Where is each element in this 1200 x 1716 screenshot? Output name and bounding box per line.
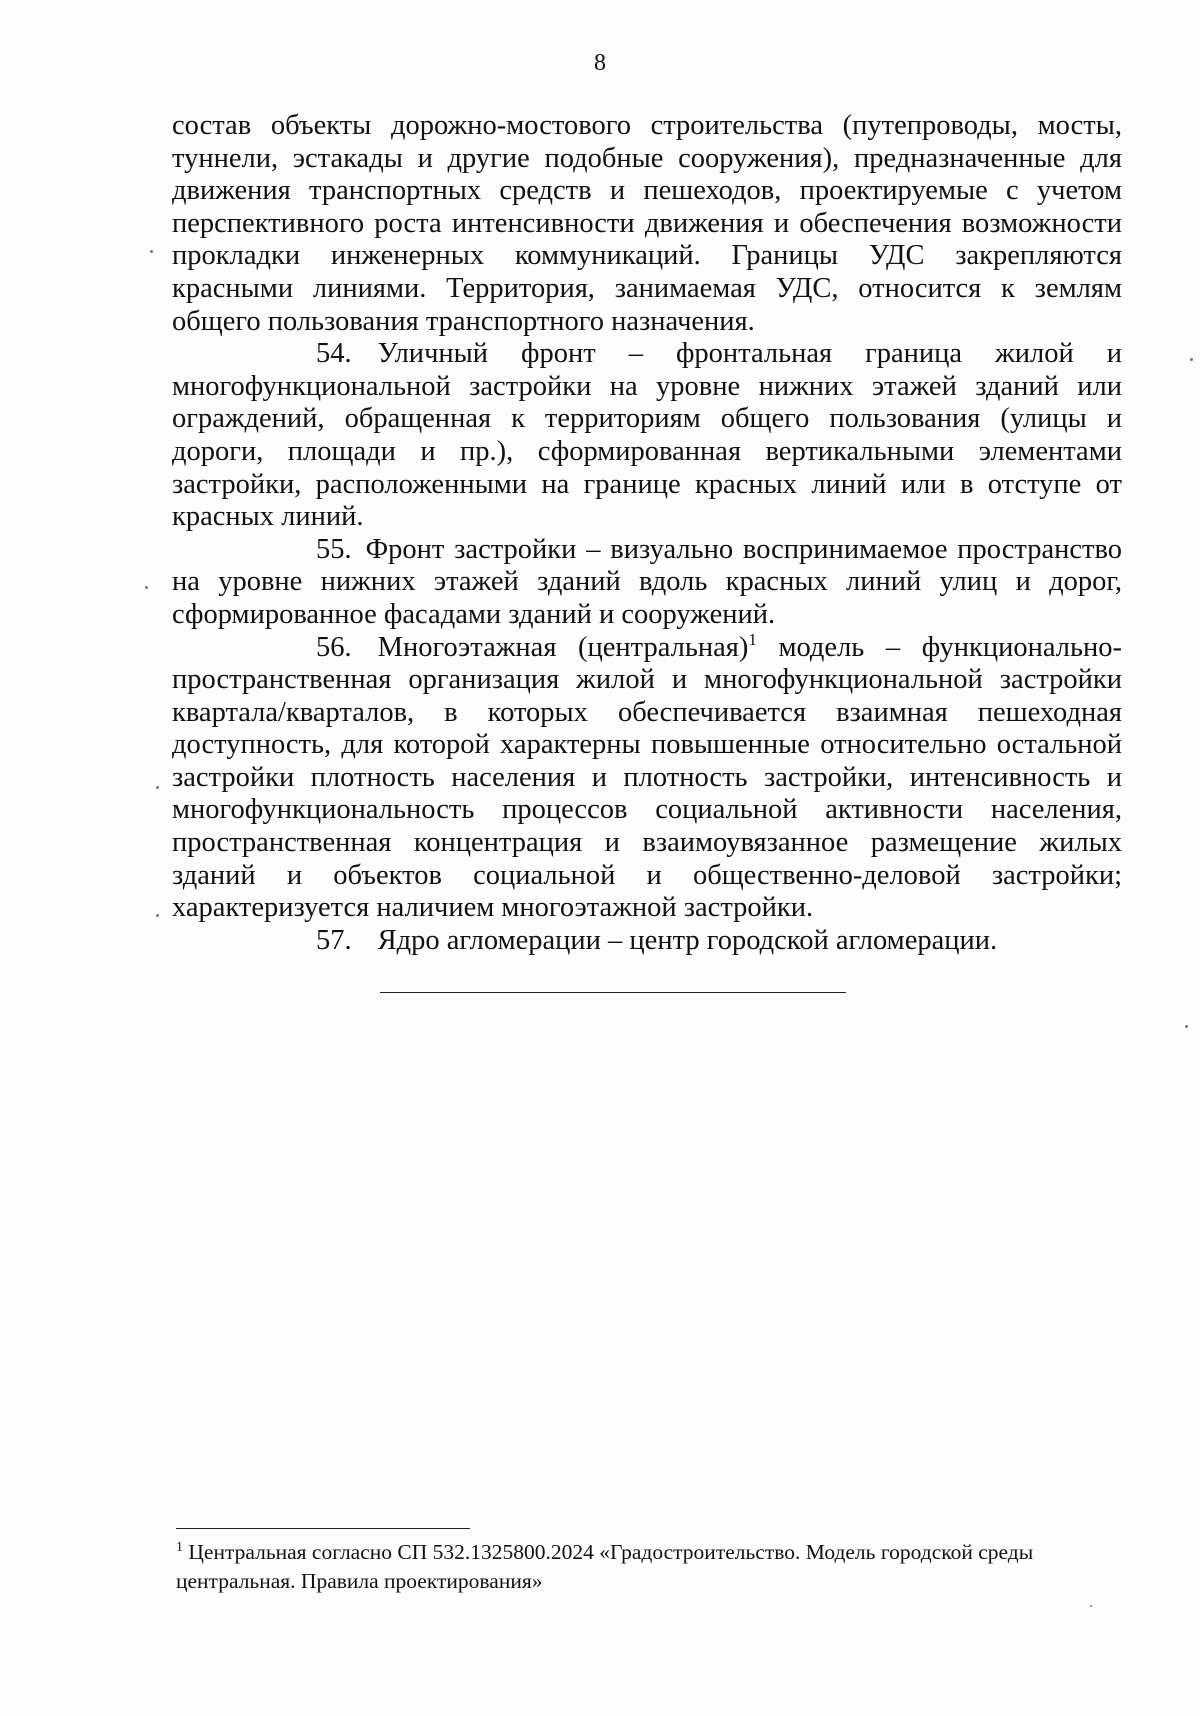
scan-speck	[145, 586, 148, 589]
footnote-reference: 1	[748, 629, 757, 649]
paragraph-number: 56.	[316, 631, 352, 663]
end-of-text-rule	[380, 992, 846, 993]
paragraph-57	[172, 925, 1122, 958]
footnote-separator	[176, 1528, 470, 1529]
paragraph-56	[172, 629, 1122, 925]
paragraph-55	[172, 534, 1122, 632]
paragraph-54	[172, 338, 1122, 534]
paragraph-text-before-ref: Многоэтажная (центральная)	[377, 631, 749, 663]
paragraph-text: Уличный фронт – фронтальная граница жилой и многофункциональной застройки на уровне нижних этажей зданий или ограждений, обращенная к территориям общего пользования (улицы и дороги, площади и пр.), сформированная вертикальными элементами застройки, расположенными на границе красных линий или в отступе от красных линий.	[172, 338, 1122, 533]
body-text	[172, 110, 1122, 957]
paragraph-text: Фронт застройки – визуально воспринимаемое пространство на уровне нижних этажей зданий вдоль красных линий улиц и дорог, сформированное фасадами зданий и сооружений.	[172, 533, 1122, 630]
paragraph-text: состав объекты дорожно-мостового строительства (путепроводы, мосты, туннели, эстакады и другие подобные сооружения), предназначенные для движения транспортных средств и пешеходов, проектируемые с учетом перспективного роста интенсивности движения и обеспечения возможности прокладки инженерных коммуникаций. Границы УДС закрепляются красными линиями. Территория, занимаемая УДС, относится к землям общего пользования транспортного назначения.	[172, 110, 1122, 337]
paragraph-text: Ядро агломерации – центр городской агломерации.	[377, 924, 998, 956]
page-number: 8	[594, 50, 606, 76]
scan-speck	[1185, 1025, 1188, 1028]
footnote	[176, 1538, 1126, 1596]
paragraph-number: 54.	[316, 338, 352, 370]
paragraph-continuation	[172, 110, 1122, 338]
footnote-text: Центральная согласно СП 532.1325800.2024 «Градостроительство. Модель городской среды центральная. Правила проектирования»	[176, 1540, 1034, 1593]
paragraph-text-after-ref: модель – функционально-пространственная организация жилой и многофункциональной застройки квартала/кварталов, в которых обеспечивается взаимная пешеходная доступность, для которой характерны повышенные относительно остальной застройки плотность населения и плотность застройки, интенсивность и многофункциональность процессов социальной активности населения, пространственная концентрация и взаимоувязанное размещение жилых зданий и объектов социальной и общественно-деловой застройки; характеризуется наличием многоэтажной застройки.	[172, 631, 1122, 924]
scan-speck	[156, 786, 159, 789]
scan-speck	[150, 250, 153, 253]
scan-speck	[156, 914, 159, 917]
paragraph-number: 57.	[316, 924, 352, 956]
paragraph-number: 55.	[316, 533, 352, 565]
scan-speck	[1090, 1605, 1092, 1607]
footnote-marker: 1	[176, 1540, 183, 1555]
scan-speck	[1190, 358, 1193, 361]
